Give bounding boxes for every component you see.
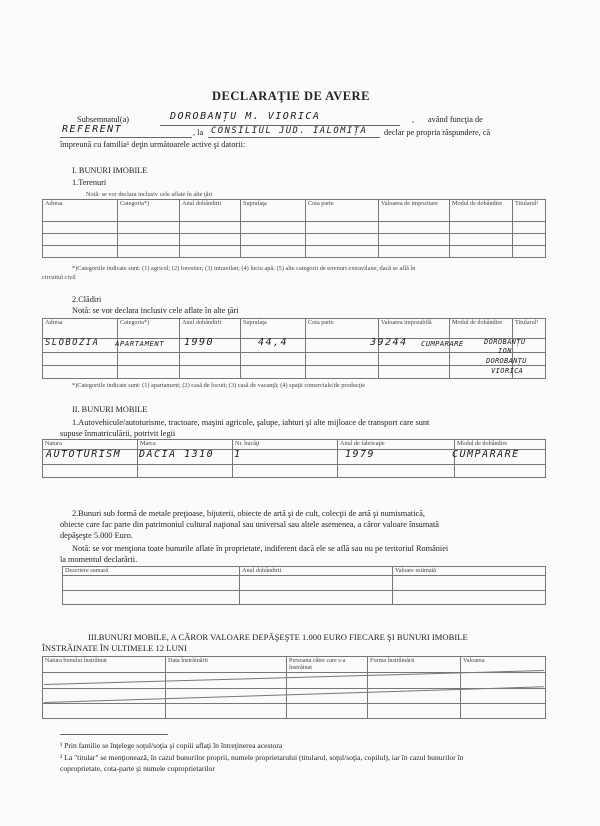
land-categories-note: *)Categoriile indicate sunt: (1) agricol; (2) forestier; (3) intravilan; (4) luciu apă; (5) alte categorii de terenuri extravilane, dacă se află în	[72, 265, 416, 272]
val-col-description: Descriere sumară	[63, 567, 240, 576]
buildings-table	[42, 318, 546, 379]
function-line	[60, 137, 192, 138]
disp-col-date: Data înstrăinării	[166, 657, 287, 673]
bld-holder-4: VIORICA	[491, 367, 524, 375]
intro-line-3: împreună cu familia¹ deţin următoarele active şi datorii:	[60, 140, 246, 149]
buildings-subheading: 2.Clădiri	[72, 295, 102, 304]
bld-holder-2: ION	[498, 347, 512, 355]
disp-col-form: Forma înstrăinării	[368, 657, 461, 673]
bld-col-year: Anul dobândirii	[180, 319, 241, 339]
section-3-heading-2: ÎNSTRĂINATE ÎN ULTIMELE 12 LUNI	[42, 643, 187, 653]
land-categories-note-2: circuitul civil	[42, 274, 76, 281]
bld-col-value: Valoarea impozabilă	[379, 319, 450, 339]
land-note: Notă: se vor declara inclusiv cele aflate în alte ţări	[86, 191, 213, 198]
bld-col-holder: Titularul²	[513, 319, 546, 339]
land-col-tax-value: Valoarea de impozitare	[379, 200, 450, 222]
vehicles-text-1: 1.Autovehicule/autoturisme, tractoare, maşini agricole, şalupe, iahturi şi alte mijloace de transport care sunt	[72, 418, 430, 427]
disp-col-nature: Natura bunului înstrăinat	[43, 657, 166, 673]
land-col-share: Cota parte	[306, 200, 379, 222]
disp-col-person: Persoana către care s-a înstrăinat	[287, 657, 368, 673]
footnote-2-line-2: coproprietate, cota-parte şi numele coproprietarilor	[60, 764, 215, 773]
val-col-value: Valoare estimată	[393, 567, 546, 576]
veh-col-year: Anul de fabricaţie	[338, 440, 455, 450]
veh-col-count: Nr. bucăţi	[233, 440, 338, 450]
intro-comma: ,	[412, 115, 415, 124]
institution-line	[208, 137, 380, 138]
valuables-text-3: depăşeşte 5.000 Euro.	[60, 531, 133, 540]
land-col-mode: Modul de dobândire	[450, 200, 513, 222]
bld-category-value: APARTAMENT	[115, 339, 165, 348]
bld-mode-value: CUMPARARE	[421, 339, 464, 348]
veh-col-brand: Marca	[138, 440, 233, 450]
land-subheading: 1.Terenuri	[72, 178, 107, 187]
bld-holder-3: DOROBANȚU	[486, 357, 527, 365]
bld-col-area: Suprafaţa	[241, 319, 306, 339]
land-col-holder: Titularul²	[513, 200, 546, 222]
declarant-function: REFERENT	[62, 124, 123, 135]
section-2-heading: II. BUNURI MOBILE	[72, 405, 148, 414]
declarant-institution: CONSILIUL JUD. IALOMIȚA	[211, 126, 368, 136]
bld-address-value: SLOBOZIA	[45, 338, 100, 348]
buildings-categories-note: *)Categoriile indicate sunt: (1) apartament; (2) casă de locuit; (3) casă de vacanţă; (4) spaţii comerciale/de producţie	[72, 382, 366, 389]
val-col-year: Anul dobândirii	[240, 567, 393, 576]
bld-col-share: Cota parte	[306, 319, 379, 339]
disposed-assets-table	[42, 656, 546, 719]
land-col-category: Categoria*)	[118, 200, 180, 222]
land-col-area: Suprafaţa	[241, 200, 306, 222]
veh-brand-value: DACIA 1310	[139, 449, 215, 460]
bld-value-value: 39244	[370, 337, 408, 348]
having-function-label: având funcţia de	[428, 115, 483, 124]
valuables-text-1: 2.Bunuri sub formă de metale preţioase, bijuterii, obiecte de artă şi de cult, colecţii de artă şi numismatică,	[72, 509, 425, 518]
land-table	[42, 199, 546, 258]
buildings-note: Notă: se vor declara inclusiv cele aflate în alte ţări	[72, 306, 239, 315]
valuables-note-2: la momentul declarării.	[60, 555, 138, 564]
section-1-heading: I. BUNURI IMOBILE	[72, 166, 148, 175]
land-col-year: Anul dobândirii	[180, 200, 241, 222]
veh-year-value: 1979	[345, 449, 376, 460]
bld-col-category: Categoria*)	[118, 319, 180, 339]
document-title: DECLARAŢIE DE AVERE	[212, 89, 370, 103]
bld-col-address: Adresa	[43, 319, 118, 339]
intro-lead: Subsemnatul(a)	[77, 115, 130, 124]
valuables-table	[62, 566, 546, 605]
bld-holder-1: DOROBANȚU	[484, 338, 526, 346]
section-3-heading-1: III.BUNURI MOBILE, A CĂROR VALOARE DEPĂŞEŞTE 1.000 EURO FIECARE ŞI BUNURI IMOBILE	[88, 632, 468, 642]
veh-count-value: 1	[234, 449, 242, 460]
valuables-text-2: obiecte care fac parte din patrimoniul cultural naţional sau universal sau altele asemenea, a căror valoare însumată	[60, 520, 439, 529]
valuables-note-1: Notă: se vor menţiona toate bunurile aflate în proprietate, indiferent dacă ele se află sau nu pe teritoriul României	[72, 544, 449, 553]
declarant-name: DOROBANȚU M. VIORICA	[170, 111, 321, 122]
veh-mode-value: CUMPARARE	[452, 449, 520, 460]
declare-text: declar pe propria răspundere, că	[384, 128, 491, 137]
disp-col-value: Valoarea	[461, 657, 546, 673]
veh-nature-value: AUTOTURISM	[46, 449, 122, 460]
bld-area-value: 44,4	[258, 337, 289, 348]
veh-col-mode: Modul de dobândire	[455, 440, 546, 450]
bld-year-value: 1990	[184, 337, 215, 348]
footnote-1: ¹ Prin familie se înţelege soţul/soţia şi copiii aflaţi în întreţinerea acestora	[60, 741, 283, 750]
intro-at: , la	[193, 128, 204, 137]
land-col-address: Adresa	[43, 200, 118, 222]
veh-col-nature: Natura	[43, 440, 138, 450]
footnote-separator	[60, 734, 168, 735]
footnote-2-line-1: ² La "titular" se menţionează, în cazul bunurilor proprii, numele proprietarului (titularul, soţul/soţia, copilul), iar în cazul bunurilor în	[60, 753, 464, 762]
vehicles-text-2: supuse înmatriculării, potrivit legii	[60, 429, 176, 438]
bld-col-mode: Modul de dobândire	[450, 319, 513, 339]
